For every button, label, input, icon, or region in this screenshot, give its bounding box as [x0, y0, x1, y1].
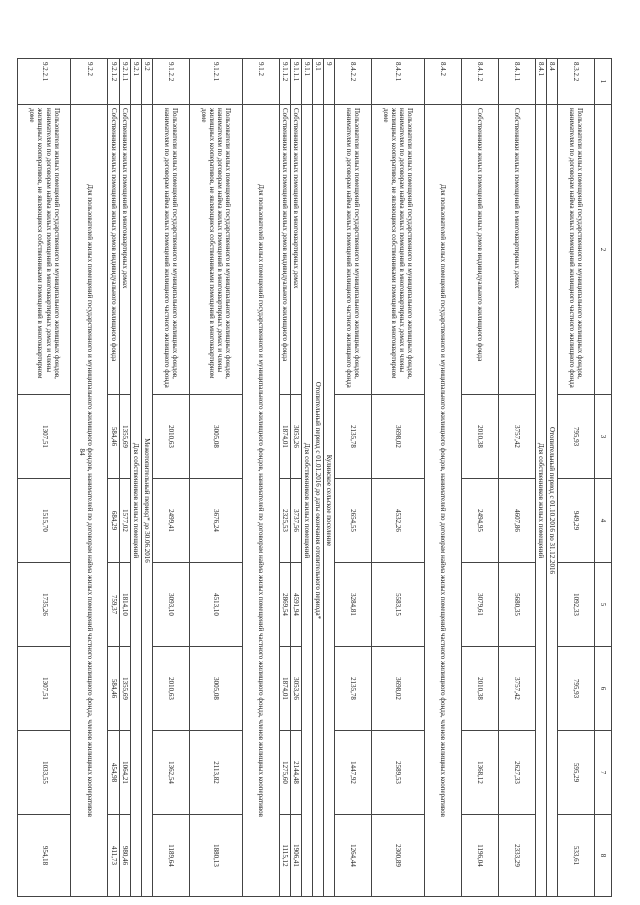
header-cell: 1	[595, 59, 612, 105]
tariff-table-page	[28, 58, 612, 896]
value-cell: 1906,41	[290, 815, 301, 897]
value-cell: 2113,82	[189, 731, 242, 815]
value-cell: 684,29	[108, 479, 119, 563]
value-cell: 1368,12	[461, 731, 498, 815]
value-cell: 1874,01	[279, 395, 290, 479]
value-cell: 1115,12	[279, 815, 290, 897]
table-row	[18, 59, 71, 897]
value-cell: 3284,81	[334, 563, 371, 647]
table-row	[279, 59, 290, 897]
value-cell: 2333,29	[498, 815, 535, 897]
value-cell: 1275,60	[279, 731, 290, 815]
row-code-cell: 8.4.1.1	[498, 59, 535, 105]
row-code-cell: 9.2.1	[130, 59, 141, 105]
value-cell: 3005,08	[189, 647, 242, 731]
value-cell: 4607,86	[498, 479, 535, 563]
description-cell: Пользователи жилых помещений государственного и муниципального жилищных фондов, нанимателям по договорам найма жилых помещений в многоквартирных домах и члены жилищных кооперативов, не являющиеся собственниками помещений в многоквартирном доме	[371, 105, 424, 395]
value-cell: 533,61	[558, 815, 595, 897]
row-code-cell: 9.2.1.2	[108, 59, 119, 105]
section-row	[546, 59, 557, 897]
value-cell: 795,93	[558, 647, 595, 731]
description-cell: Пользователи жилых помещений государственного и муниципального жилищных фондов, нанимателям по договорам найма жилых помещений в многоквартирных домах и члены жилищных кооперативов, не являющиеся собственниками помещений в многоквартирном доме	[189, 105, 242, 395]
table-row	[461, 59, 498, 897]
value-cell: 1033,55	[18, 731, 71, 815]
section-row	[535, 59, 546, 897]
value-cell: 1064,21	[119, 731, 130, 815]
value-cell: 1814,10	[119, 563, 130, 647]
section-row	[424, 59, 461, 897]
value-cell: 1355,69	[119, 647, 130, 731]
value-cell: 2494,95	[461, 479, 498, 563]
row-code-cell: 8.4.1.2	[461, 59, 498, 105]
value-cell: 3093,10	[152, 563, 189, 647]
section-title-cell: Для собственников жилых помещений	[301, 105, 312, 897]
value-cell: 2589,53	[371, 731, 424, 815]
section-title-cell: Кулинское сельское поселение	[323, 105, 334, 897]
table-row	[152, 59, 189, 897]
description-cell: Пользователи жилых помещений государственного и муниципального жилищных фондов, нанимателям по договорам найма жилых помещений жилищного частного жилищного фонда	[558, 105, 595, 395]
value-cell: 2869,54	[279, 563, 290, 647]
rotated-table-wrapper	[28, 58, 612, 896]
row-code-cell: 9.1.2.1	[189, 59, 242, 105]
description-cell: Пользователи жилых помещений государственного и муниципального жилищных фондов, нанимателям по договорам найма жилых помещений в многоквартирных домах и члены жилищных кооперативов, не являющиеся собственниками помещений в многоквартирном доме	[18, 105, 71, 395]
header-cell: 5	[595, 563, 612, 647]
value-cell: 1355,69	[119, 395, 130, 479]
value-cell: 2010,63	[152, 395, 189, 479]
value-cell: 3698,02	[371, 647, 424, 731]
header-cell: 6	[595, 647, 612, 731]
value-cell: 2010,38	[461, 647, 498, 731]
section-title-cell: Для пользователей жилых помещений государственного и муниципального жилищного фондов, нанимателей по договорам найма жилых помещений частного жилищного фонда, членов жилищных кооперативов	[71, 105, 108, 897]
row-code-cell: 9.2	[141, 59, 152, 105]
section-row	[71, 59, 108, 897]
value-cell: 1515,70	[18, 479, 71, 563]
row-code-cell: 9.1.1	[301, 59, 312, 105]
value-cell: 949,29	[558, 479, 595, 563]
header-cell: 2	[595, 105, 612, 395]
value-cell: 1307,51	[18, 395, 71, 479]
description-cell: Собственники жилых помещений в многоквартирных домах	[290, 105, 301, 395]
value-cell: 2325,53	[279, 479, 290, 563]
section-title-cell: Для пользователей жилых помещений государственного и муниципального жилищного фондов, нанимателей по договорам найма жилых помещений частного жилищного фонда, членов жилищных кооперативов	[424, 105, 461, 897]
value-cell: 1735,26	[18, 563, 71, 647]
value-cell: 2135,78	[334, 395, 371, 479]
value-cell: 411,73	[108, 815, 119, 897]
description-cell: Собственники жилых помещений в многоквартирных домах	[119, 105, 130, 395]
row-code-cell: 8.4.2	[424, 59, 461, 105]
section-row	[130, 59, 141, 897]
table-row	[189, 59, 242, 897]
section-title-cell: Отопительный период с 01.01.2016 до даты окончания отопительного периода*	[312, 105, 323, 897]
table-row	[498, 59, 535, 897]
value-cell: 1447,92	[334, 731, 371, 815]
section-row	[301, 59, 312, 897]
row-code-cell: 8.4.2.1	[371, 59, 424, 105]
value-cell: 1874,01	[279, 647, 290, 731]
section-row	[141, 59, 152, 897]
row-code-cell: 9.2.1.1	[119, 59, 130, 105]
value-cell: 1196,04	[461, 815, 498, 897]
section-title-cell: Отопительный период с 01.10.2016 по 31.12.2016	[546, 105, 557, 897]
value-cell: 2010,63	[152, 647, 189, 731]
value-cell: 2654,55	[334, 479, 371, 563]
value-cell: 954,18	[18, 815, 71, 897]
value-cell: 3676,24	[189, 479, 242, 563]
value-cell: 4532,26	[371, 479, 424, 563]
row-code-cell: 9.2.2	[71, 59, 108, 105]
table-row	[290, 59, 301, 897]
value-cell: 5583,15	[371, 563, 424, 647]
value-cell: 980,46	[119, 815, 130, 897]
value-cell: 3053,26	[290, 647, 301, 731]
row-code-cell: 9.2.2.1	[18, 59, 71, 105]
value-cell: 3005,08	[189, 395, 242, 479]
value-cell: 4591,94	[290, 563, 301, 647]
value-cell: 584,46	[108, 647, 119, 731]
value-cell: 2135,78	[334, 647, 371, 731]
row-code-cell: 9.1	[312, 59, 323, 105]
value-cell: 3079,61	[461, 563, 498, 647]
header-cell: 8	[595, 815, 612, 897]
value-cell: 3053,26	[290, 395, 301, 479]
description-cell: Собственники жилых помещений жилых домов индивидуального жилищного фонда	[279, 105, 290, 395]
table-body	[18, 59, 595, 897]
section-row	[242, 59, 279, 897]
description-cell: Собственники жилых помещений жилых домов индивидуального жилищного фонда	[108, 105, 119, 395]
value-cell: 795,93	[558, 395, 595, 479]
table-header-row	[595, 59, 612, 897]
section-title-cell: Для пользователей жилых помещений государственного и муниципального жилищного фондов, нанимателей по договорам найма жилых помещений частного жилищного фонда, членов жилищных кооперативов	[242, 105, 279, 897]
value-cell: 2010,38	[461, 395, 498, 479]
value-cell: 3757,42	[498, 647, 535, 731]
table-row	[558, 59, 595, 897]
value-cell: 1307,51	[18, 647, 71, 731]
value-cell: 5680,35	[498, 563, 535, 647]
table-row	[334, 59, 371, 897]
section-title-cell: Межотопительный период* до 30.06.2016	[141, 105, 152, 897]
row-code-cell: 9.1.1.1	[290, 59, 301, 105]
value-cell: 2499,41	[152, 479, 189, 563]
section-title-cell: Для собственников жилых помещений	[535, 105, 546, 897]
row-code-cell: 8.3.2.2	[558, 59, 595, 105]
row-code-cell: 8.4	[546, 59, 557, 105]
value-cell: 1092,33	[558, 563, 595, 647]
section-row	[312, 59, 323, 897]
description-cell: Пользователи жилых помещений государственного и муниципального жилищных фондов, нанимателям по договорам найма жилых помещений жилищного частного жилищного фонда	[334, 105, 371, 395]
row-code-cell: 9	[323, 59, 334, 105]
value-cell: 454,98	[108, 731, 119, 815]
section-row	[323, 59, 334, 897]
value-cell: 1577,02	[119, 479, 130, 563]
table-row	[108, 59, 119, 897]
row-code-cell: 8.4.1	[535, 59, 546, 105]
table-row	[119, 59, 130, 897]
description-cell: Собственники жилых помещений в многоквартирных домах	[498, 105, 535, 395]
description-cell: Собственники жилых помещений жилых домов индивидуального жилищного фонда	[461, 105, 498, 395]
row-code-cell: 9.1.2.2	[152, 59, 189, 105]
value-cell: 3737,56	[290, 479, 301, 563]
header-cell: 3	[595, 395, 612, 479]
value-cell: 2300,89	[371, 815, 424, 897]
header-cell: 4	[595, 479, 612, 563]
section-title-cell: Для собственников жилых помещений	[130, 105, 141, 897]
value-cell: 595,29	[558, 731, 595, 815]
row-code-cell: 9.1.1.2	[279, 59, 290, 105]
value-cell: 1880,13	[189, 815, 242, 897]
description-cell: Пользователи жилых помещений государственного и муниципального жилищных фондов, нанимателям по договорам найма жилых помещений жилищного частного жилищного фонда	[152, 105, 189, 395]
page-number: 84	[78, 448, 86, 456]
row-code-cell: 9.1.2	[242, 59, 279, 105]
value-cell: 2144,48	[290, 731, 301, 815]
row-code-cell: 8.4.2.2	[334, 59, 371, 105]
value-cell: 584,46	[108, 395, 119, 479]
value-cell: 2627,33	[498, 731, 535, 815]
value-cell: 759,37	[108, 563, 119, 647]
header-cell: 7	[595, 731, 612, 815]
value-cell: 1362,54	[152, 731, 189, 815]
value-cell: 4513,10	[189, 563, 242, 647]
value-cell: 3698,02	[371, 395, 424, 479]
table-row	[371, 59, 424, 897]
value-cell: 3757,42	[498, 395, 535, 479]
tariff-table	[17, 58, 612, 897]
value-cell: 1264,44	[334, 815, 371, 897]
value-cell: 1189,64	[152, 815, 189, 897]
